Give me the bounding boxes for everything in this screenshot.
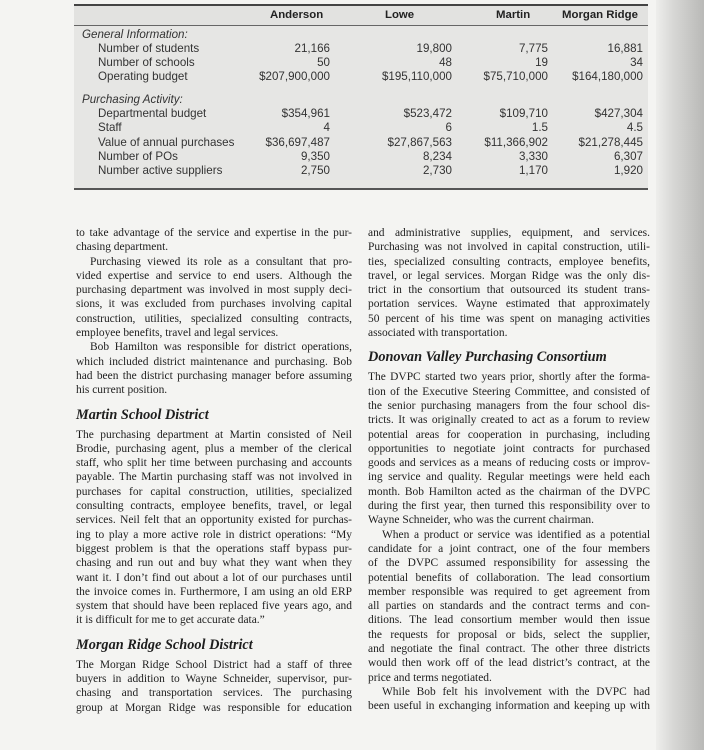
table-row: [74, 121, 648, 135]
table-cell: 50: [317, 56, 330, 69]
table-cell: 9,350: [300, 150, 330, 163]
section-title: Purchasing Activity:: [82, 93, 183, 106]
text-line: buyers in addition to Wayne Schneider, supervisor, pur-: [76, 673, 352, 686]
table-cell: 19,800: [416, 42, 452, 55]
table-cell: 19: [535, 56, 548, 69]
text-line: goods and services as a means of reducing costs or improv-: [368, 457, 650, 470]
left-text-column: [76, 226, 352, 715]
column-header-morgan-ridge: Morgan Ridge: [562, 9, 638, 21]
text-line: portation services. Wayne estimated that approximately: [368, 298, 650, 311]
text-line: Brodie, purchasing agent, plus a member of the clerical: [76, 442, 352, 455]
text-line: trict in the consortium that outsourced its student trans-: [368, 284, 650, 297]
table-cell: 8,234: [422, 150, 452, 163]
text-line: payable. The Martin purchasing staff was not involved in: [76, 471, 352, 484]
text-line: chasing department.: [76, 241, 169, 254]
right-text-column: [368, 226, 650, 714]
column-header-martin: Martin: [496, 9, 531, 21]
text-line: the invoice comes in. Furthermore, I am using an old ERP: [76, 585, 352, 598]
text-line: candidate for a joint contract, one of the four members: [368, 542, 650, 555]
section-title: General Information:: [82, 28, 188, 41]
text-line: tion of the Executive Steering Committee, and consisted of: [368, 385, 650, 398]
text-line: The DVPC started two years prior, shortly after the forma-: [368, 371, 650, 384]
section-heading: Martin School District: [76, 406, 209, 423]
text-line: potential areas for cooperation in purchasing, including: [368, 428, 650, 441]
table-cell: 21,166: [294, 42, 330, 55]
text-line: month. Bob Hamilton acted as the chairman of the DVPC: [368, 485, 650, 498]
table-cell: 2,730: [422, 164, 452, 177]
row-label: Departmental budget: [98, 107, 207, 120]
table-cell: $27,867,563: [387, 136, 452, 149]
table-cell: $164,180,000: [572, 70, 643, 83]
text-line: purchases for capital construction, utilities, specialized: [76, 485, 352, 498]
row-label: Operating budget: [98, 70, 188, 83]
text-line: would then work off of the lead district’s contract, at the: [368, 657, 650, 670]
text-line: Bob Hamilton was responsible for district operations,: [90, 341, 352, 354]
table-cell: 4.5: [626, 121, 643, 134]
row-label: Staff: [98, 121, 122, 134]
table-cell: $36,697,487: [265, 136, 330, 149]
text-line: to take advantage of the service and expertise in the pur-: [76, 227, 352, 239]
table-cell: 1,170: [518, 164, 548, 177]
row-label: Number of POs: [98, 150, 178, 163]
table-section-row: [74, 93, 648, 107]
text-line: biggest problem is that the operations staff bypass pur-: [76, 542, 352, 555]
table-cell: $354,961: [281, 107, 330, 120]
table-cell: 4: [323, 121, 330, 134]
text-line: associated with transportation.: [368, 327, 508, 340]
text-line: staff, who split her time between purchasing and accounts: [76, 457, 352, 470]
text-line: and negotiate the final contract. The other three districts: [368, 643, 650, 656]
table-cell: 2,750: [300, 164, 330, 177]
text-line: Purchasing viewed its role as a consultant that pro-: [90, 255, 352, 268]
text-line: construction, utilities, specialized consulting contracts,: [76, 312, 352, 325]
text-line: member responsible was required to get agreement from: [368, 585, 650, 598]
text-line: the requests for proposal or bids, select the supplier,: [368, 628, 650, 641]
row-label: Number of schools: [98, 56, 195, 69]
text-line: and administrative supplies, equipment, and services.: [368, 227, 650, 239]
column-header-anderson: Anderson: [270, 9, 324, 21]
table-header: [74, 6, 648, 26]
text-line: been useful in exchanging information and keeping up with: [368, 700, 650, 713]
table-row: [74, 136, 648, 150]
text-line: Wayne Schneider, who was the current chairman.: [368, 514, 595, 527]
table-cell: 7,775: [518, 42, 548, 55]
text-line: chasing and run out and buy what they want when they: [76, 557, 352, 570]
row-label: Value of annual purchases: [98, 136, 235, 149]
table-cell: 6,307: [613, 150, 643, 163]
text-line: purchasing department was involved in most supply deci-: [76, 284, 352, 297]
table-cell: 3,330: [518, 150, 548, 163]
row-label: Number of students: [98, 42, 200, 55]
text-line: his current position.: [76, 384, 168, 397]
text-line: ditions. The lead consortium member would then issue: [368, 614, 650, 627]
text-line: Purchasing was not involved in capital construction, utili-: [368, 241, 650, 254]
table-section-row: [74, 28, 648, 42]
table-cell: 34: [630, 56, 643, 69]
paragraph: [76, 340, 352, 397]
text-line: travel, or legal services. Morgan Ridge was the only dis-: [368, 269, 650, 282]
table-cell: 1.5: [531, 121, 548, 134]
text-line: While Bob felt his involvement with the DVPC had: [382, 685, 650, 698]
paragraph: [76, 428, 352, 628]
text-line: the senior purchasing managers from the four school dis-: [368, 399, 650, 412]
table-row: [74, 164, 648, 178]
section-heading: Donovan Valley Purchasing Consortium: [368, 349, 607, 366]
text-line: The Morgan Ridge School District had a staff of three: [76, 658, 352, 671]
paragraph: [76, 226, 352, 255]
column-header-lowe: Lowe: [385, 9, 415, 21]
table-cell: $75,710,000: [483, 70, 548, 83]
section-heading: Morgan Ridge School District: [76, 636, 253, 653]
text-line: ing service and quality. Regular meetings were held each: [368, 471, 650, 484]
text-line: opportunities to negotiate joint contracts for purchased: [368, 442, 650, 455]
text-line: consulting contracts, employee benefits, travel, or legal: [76, 500, 352, 513]
table-cell: 1,920: [613, 164, 643, 177]
district-comparison-table: [74, 4, 648, 190]
table-cell: $195,110,000: [381, 70, 452, 83]
table-cell: 16,881: [607, 42, 643, 55]
text-line: chasing and transportation services. The purchasing: [76, 687, 352, 700]
paragraph: [368, 226, 650, 340]
table-cell: 6: [445, 121, 452, 134]
text-line: employee benefits, travel and legal services.: [76, 327, 279, 340]
text-line: all parties on standards and the contract terms and con-: [368, 600, 650, 613]
table-cell: $11,366,902: [484, 136, 548, 149]
paragraph: [368, 370, 650, 527]
table-cell: 48: [439, 56, 452, 69]
table-cell: $109,710: [499, 107, 548, 120]
text-line: group at Morgan Ridge was responsible for education: [76, 701, 352, 714]
text-line: want it. I don’t find out about a lot of our purchases until: [76, 571, 352, 584]
table-cell: $427,304: [594, 107, 643, 120]
table-row: [74, 56, 648, 70]
table-row: [74, 42, 648, 56]
text-line: tricts. It was originally created to act as a forum to review: [368, 414, 650, 427]
paragraph: [368, 685, 650, 714]
text-line: The purchasing department at Martin consisted of Neil: [76, 428, 352, 441]
text-line: had been the district purchasing manager before assuming: [76, 369, 352, 382]
text-line: 50 percent of his time was spent on managing activities: [368, 312, 650, 325]
text-line: When a product or service was identified as a potential: [382, 528, 650, 541]
text-line: which included district maintenance and purchasing. Bob: [76, 355, 352, 368]
table-cell: $21,278,445: [578, 136, 643, 149]
text-line: potential benefits of collaboration. The lead consortium: [368, 571, 650, 584]
text-line: during the first year, then turned this responsibility over to: [368, 500, 650, 513]
table-row: [74, 150, 648, 164]
text-line: ties, specialized consulting contracts, employee benefits,: [368, 255, 650, 268]
table-cell: $207,900,000: [259, 70, 330, 83]
paragraph: [76, 658, 352, 715]
text-line: services. Neil felt that an opportunity existed for purchas-: [76, 514, 352, 527]
paragraph: [368, 528, 650, 685]
text-line: vided expertise and service to end users. Although the: [76, 269, 352, 282]
table-cell: $523,472: [403, 107, 452, 120]
text-line: of the DVPC assumed responsibility for assessing the: [368, 557, 650, 570]
table-row: [74, 70, 648, 84]
text-line: ing to play a more active role in district operations: “My: [76, 528, 352, 541]
page-edge-shadow: [656, 0, 704, 750]
text-line: price and terms negotiated.: [368, 671, 492, 684]
paragraph: [76, 255, 352, 341]
table-row: [74, 107, 648, 121]
text-line: sions, it was excluded from purchases involving capital: [76, 298, 352, 311]
row-label: Number active suppliers: [98, 164, 223, 177]
text-line: system that should have been replaced five years ago, and: [76, 600, 352, 613]
text-line: it is difficult for me to get accurate data.”: [76, 614, 265, 627]
